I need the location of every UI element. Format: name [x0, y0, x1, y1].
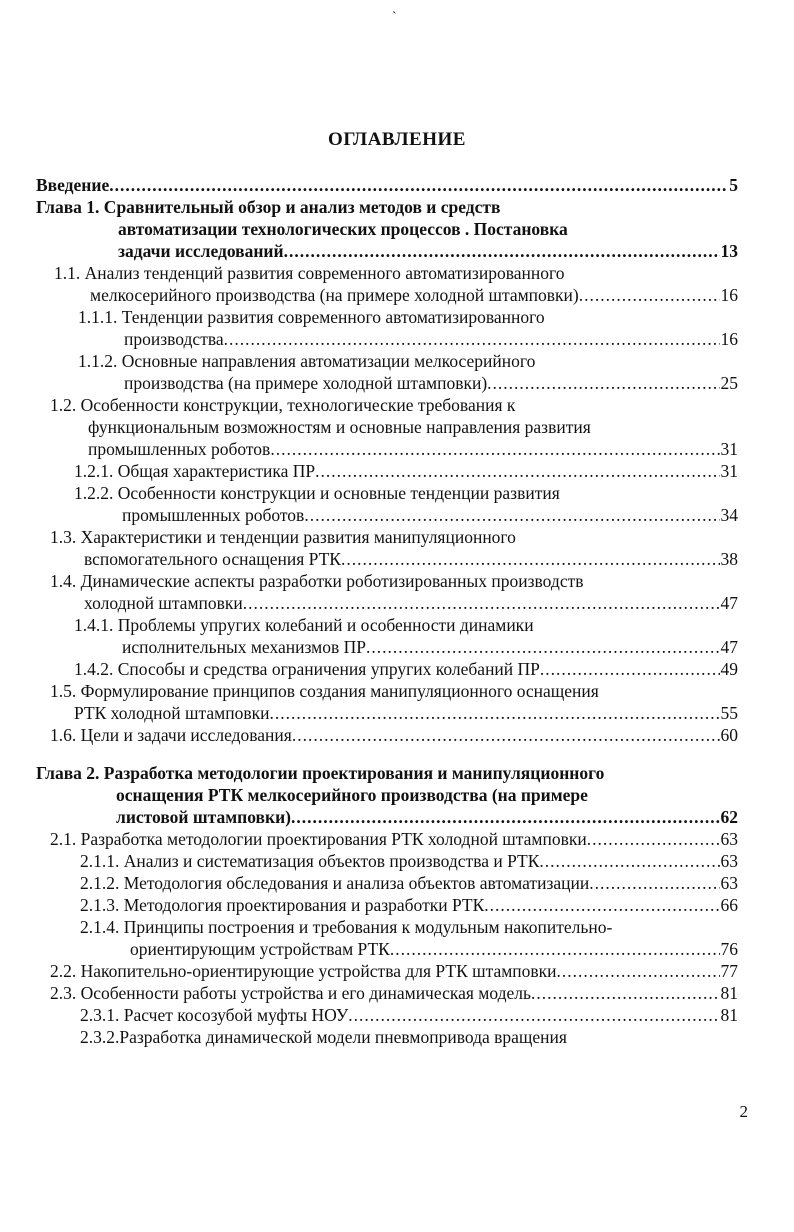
toc-line: 2.3.2.Разработка динамической модели пневмопривода вращения — [80, 1027, 567, 1047]
toc-line: ориентирующим устройствам РТК ..... 76 — [36, 938, 738, 960]
toc-line: задачи исследований ..... 13 — [36, 240, 738, 262]
table-of-contents — [36, 174, 738, 1048]
toc-line: автоматизации технологических процессов . Постановка — [118, 219, 568, 239]
toc-line: оснащения РТК мелкосерийного производства (на примере — [116, 785, 588, 805]
toc-line: 1.4. Динамические аспекты разработки роботизированных производств — [50, 571, 584, 591]
toc-line: производства ..... 16 — [36, 328, 738, 350]
toc-line: 1.2.2. Особенности конструкции и основные тенденции развития — [74, 483, 560, 503]
scan-mark: ` — [392, 10, 397, 25]
page-number: 2 — [739, 1102, 748, 1121]
toc-line: 1.5. Формулирование принципов создания манипуляционного оснащения — [50, 681, 599, 701]
toc-line: Введение ..... 5 — [36, 174, 738, 196]
toc-line: функциональным возможностям и основные направления развития — [88, 417, 591, 437]
toc-line: мелкосерийного производства (на примере холодной штамповки) ..... 16 — [36, 284, 738, 306]
toc-line: 1.4.2. Способы и средства ограничения упругих колебаний ПР ..... 49 — [36, 658, 738, 680]
toc-line: 2.1.1. Анализ и систематизация объектов производства и РТК ..... 63 — [36, 850, 738, 872]
toc-line: 1.2. Особенности конструкции, технологические требования к — [50, 395, 516, 415]
toc-line: 2.1.4. Принципы построения и требования к модульным накопительно- — [80, 917, 613, 937]
page-title: ОГЛАВЛЕНИЕ — [328, 129, 466, 150]
toc-line: 2.1.3. Методология проектирования и разработки РТК ..... 66 — [36, 894, 738, 916]
toc-line: 1.2.1. Общая характеристика ПР ..... 31 — [36, 460, 738, 482]
toc-line: листовой штамповки) ..... 62 — [36, 806, 738, 828]
toc-line: вспомогательного оснащения РТК ..... 38 — [36, 548, 738, 570]
toc-line: Глава 2. Разработка методологии проектирования и манипуляционного — [36, 763, 605, 783]
toc-line: Глава 1. Сравнительный обзор и анализ методов и средств — [36, 197, 501, 217]
toc-line: 2.3.1. Расчет косозубой муфты НОУ ..... 81 — [36, 1004, 738, 1026]
toc-line: промышленных роботов ..... 31 — [36, 438, 738, 460]
toc-line: 1.1. Анализ тенденций развития современного автоматизированного — [54, 263, 565, 283]
toc-line: промышленных роботов ..... 34 — [36, 504, 738, 526]
toc-line: 1.6. Цели и задачи исследования ..... 60 — [36, 724, 738, 746]
toc-line: холодной штамповки ..... 47 — [36, 592, 738, 614]
toc-line: 2.1. Разработка методологии проектирования РТК холодной штамповки ..... 63 — [36, 828, 738, 850]
toc-line: исполнительных механизмов ПР ..... 47 — [36, 636, 738, 658]
toc-line: 1.3. Характеристики и тенденции развития манипуляционного — [50, 527, 516, 547]
toc-line: 1.1.1. Тенденции развития современного автоматизированного — [78, 307, 545, 327]
toc-line: 2.1.2. Методология обследования и анализа объектов автоматизации ..... 63 — [36, 872, 738, 894]
toc-line: 1.4.1. Проблемы упругих колебаний и особенности динамики — [74, 615, 534, 635]
toc-line: 2.2. Накопительно-ориентирующие устройства для РТК штамповки ..... 77 — [36, 960, 738, 982]
toc-line: производства (на примере холодной штамповки) ..... 25 — [36, 372, 738, 394]
toc-line: РТК холодной штамповки ..... 55 — [36, 702, 738, 724]
toc-line: 1.1.2. Основные направления автоматизации мелкосерийного — [78, 351, 536, 371]
toc-line: 2.3. Особенности работы устройства и его динамическая модель ..... 81 — [36, 982, 738, 1004]
